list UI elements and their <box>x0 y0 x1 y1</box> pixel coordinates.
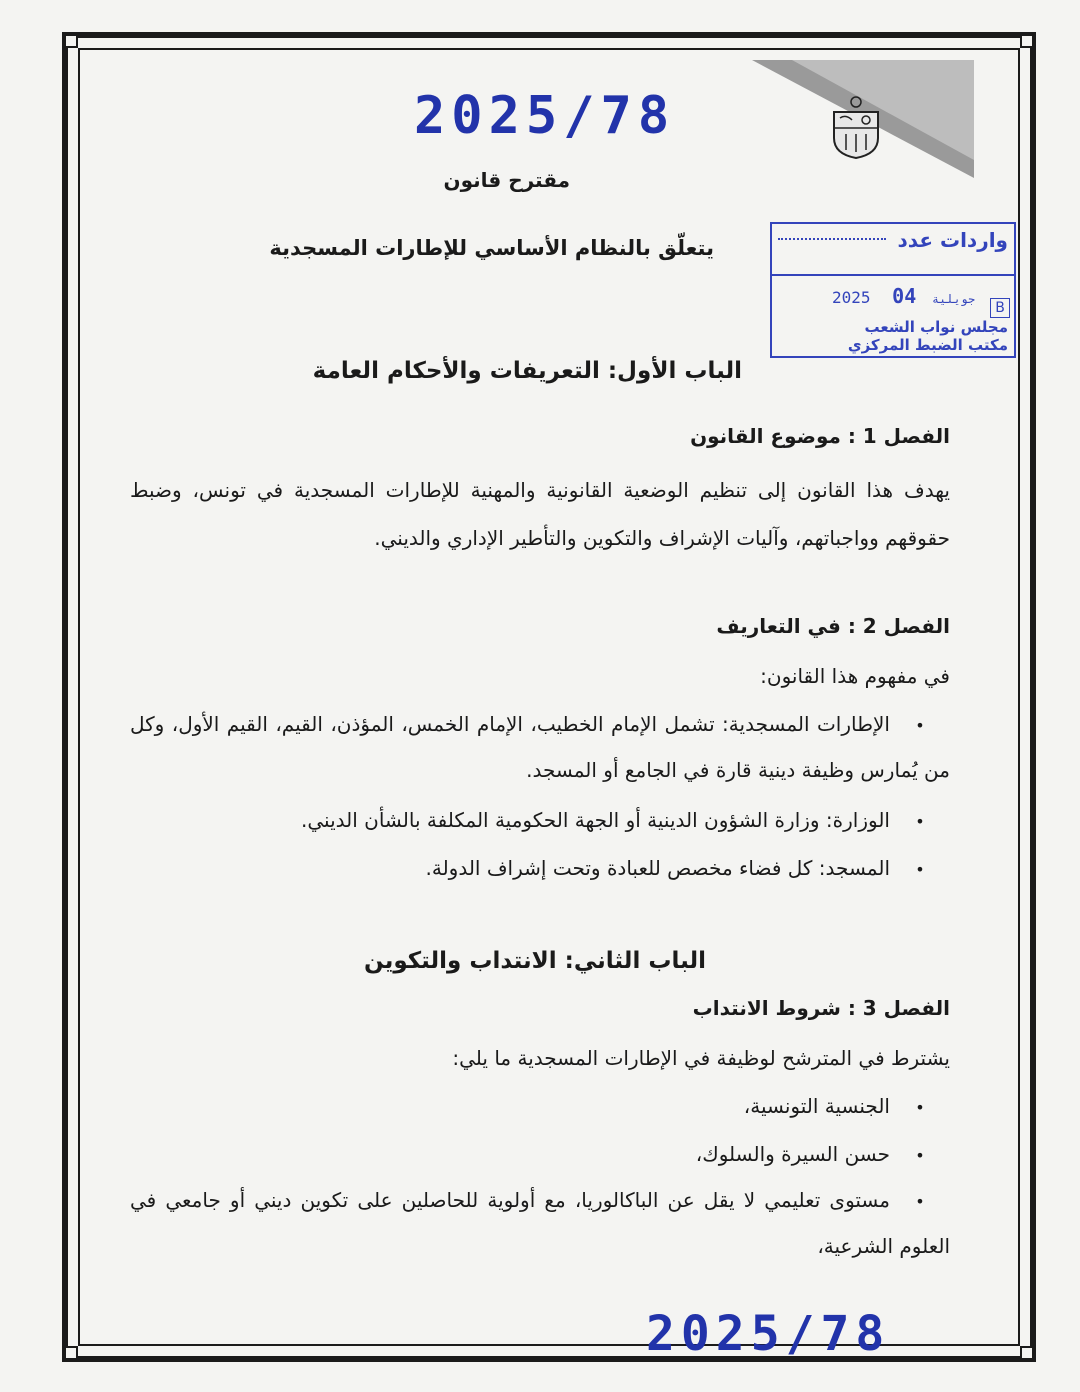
bullet-icon: • <box>915 812 925 831</box>
condition-item: •حسن السيرة والسلوك، <box>130 1132 950 1178</box>
stamp-tag: B <box>990 298 1010 318</box>
stamp-year: 2025 <box>832 288 871 307</box>
stamp-day: 04 <box>892 284 917 308</box>
bullet-icon: • <box>915 1146 925 1165</box>
stamp-month: جويلية <box>931 292 976 306</box>
stamp-divider <box>772 274 1014 276</box>
article-1-text: يهدف هذا القانون إلى تنظيم الوضعية القانونية والمهنية للإطارات المسجدية في تونس، وضبط حقوقهم وواجباتهم، وآليات الإشراف والتكوين والتأطير الإداري والديني. <box>130 478 950 550</box>
registration-number-top: 2025/78 <box>414 86 676 146</box>
definition-item: •المسجد: كل فضاء مخصص للعبادة وتحت إشراف الدولة. <box>130 846 950 892</box>
received-stamp <box>770 222 1016 358</box>
condition-item: •الجنسية التونسية، <box>130 1084 950 1130</box>
stamp-date <box>832 284 981 308</box>
frame-corner <box>1020 34 1034 48</box>
registration-number-bottom: 2025/78 <box>646 1306 891 1362</box>
condition-item: •مستوى تعليمي لا يقل عن الباكالوريا، مع أولوية للحاصلين على تكوين ديني أو جامعي في العلوم الشرعية، <box>130 1178 950 1268</box>
stamp-title: واردات عدد <box>897 228 1008 252</box>
article-3-title: الفصل 3 : شروط الانتداب <box>692 996 950 1020</box>
article-1-title: الفصل 1 : موضوع القانون <box>690 424 950 448</box>
frame-corner <box>64 34 78 48</box>
bullet-icon: • <box>915 1098 925 1117</box>
part-1-title: الباب الأول: التعريفات والأحكام العامة <box>312 358 742 384</box>
definition-item: •الوزارة: وزارة الشؤون الدينية أو الجهة الحكومية المكلفة بالشأن الديني. <box>130 798 950 844</box>
stamp-line-2: مكتب الضبط المركزي <box>847 336 1008 354</box>
bullet-icon: • <box>915 1192 925 1211</box>
document-type: مقترح قانون <box>443 168 570 192</box>
article-3-intro: يشترط في المترشح لوظيفة في الإطارات المسجدية ما يلي: <box>452 1046 950 1070</box>
frame-corner <box>64 1346 78 1360</box>
bullet-icon: • <box>915 860 925 879</box>
part-2-title: الباب الثاني: الانتداب والتكوين <box>364 948 706 974</box>
frame-corner <box>1020 1346 1034 1360</box>
tunisia-emblem-icon <box>826 94 886 160</box>
stamp-line-1: مجلس نواب الشعب <box>864 318 1008 336</box>
article-2-title: الفصل 2 : في التعاريف <box>716 614 950 638</box>
document-subject: يتعلّق بالنظام الأساسي للإطارات المسجدية <box>269 236 714 260</box>
stamp-dotted-line <box>778 238 886 240</box>
bullet-icon: • <box>915 716 925 735</box>
definition-item: •الإطارات المسجدية: تشمل الإمام الخطيب، الإمام الخمس، المؤذن، القيم، القيم الأول، وكل من يُمارس وظيفة دينية قارة في الجامع أو المسجد. <box>130 702 950 792</box>
article-2-intro: في مفهوم هذا القانون: <box>760 664 950 688</box>
